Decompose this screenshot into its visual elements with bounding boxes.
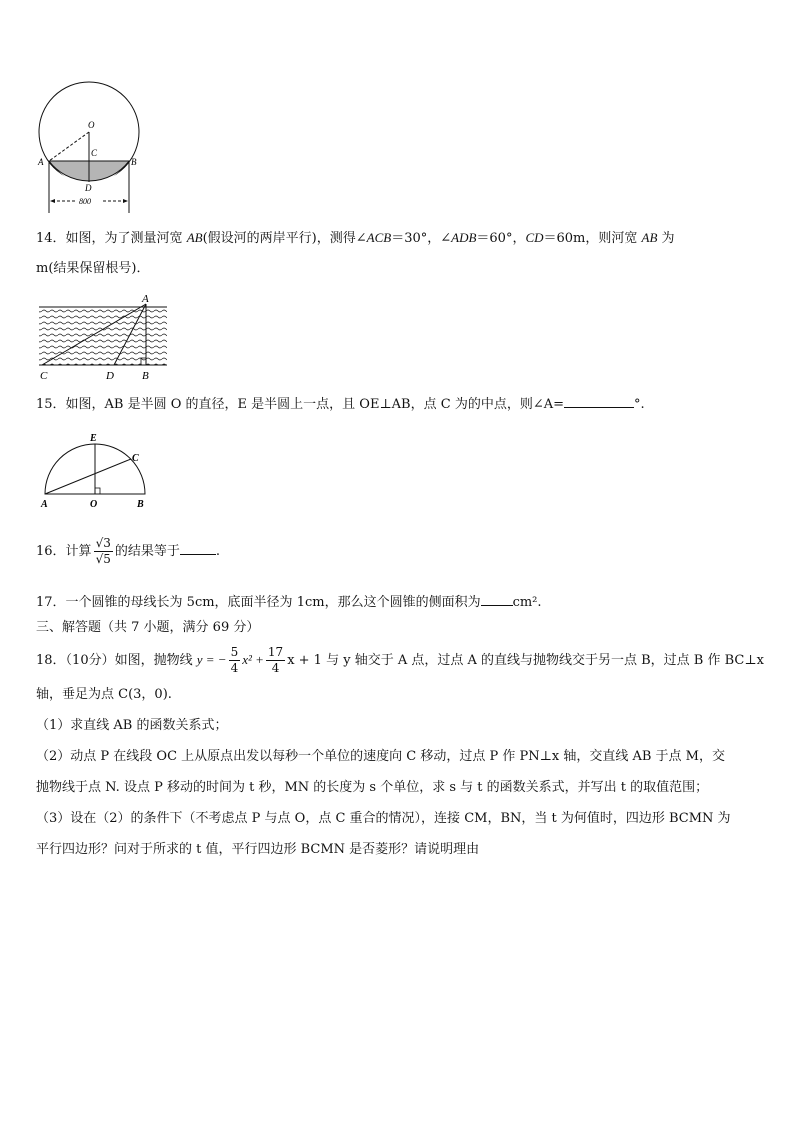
q15-line1: 15．如图，AB 是半圆 O 的直径，E 是半圆上一点，且 OE⊥AB，点 C 为的中点，则∠A= °.: [36, 397, 645, 412]
q18-part1: （1）求直线 AB 的函数关系式；: [36, 718, 228, 733]
q18-part3-line1: （3）设在（2）的条件下（不考虑点 P 与点 O，点 C 重合的情况），连接 CM，BN，当 t 为何值时，四边形 BCMN 为: [36, 811, 731, 826]
label-o: O: [90, 499, 98, 510]
label-d: D: [106, 370, 114, 382]
label-c: C: [91, 148, 98, 158]
label-b: B: [142, 370, 149, 382]
fraction: $\frac{√3}{√5}$: [95, 536, 111, 566]
dimension-label: 800: [79, 197, 91, 206]
q14-line1: 14．如图，为了测量河宽 AB(假设河的两岸平行)，测得∠ACB＝30°，∠ADB＝60°，CD＝60m，则河宽 AB 为: [36, 230, 675, 246]
figure-semicircle: [38, 430, 153, 510]
label-b: B: [137, 499, 144, 510]
label-a: A: [41, 499, 48, 510]
label-b: B: [131, 157, 137, 167]
label-o: O: [88, 120, 95, 130]
q14-line2: m(结果保留根号)．: [36, 261, 150, 276]
label-e: E: [90, 433, 97, 444]
q17-line: 17．一个圆锥的母线长为 5cm，底面半径为 1cm，那么这个圆锥的侧面积为 cm².: [36, 595, 542, 610]
section-title: 三、解答题（共 7 小题，满分 69 分）: [36, 620, 260, 635]
q18-line1: 18．（10分）如图，抛物线 y = − $\frac{5}{4}$ x² + $\frac{17}{4}$ x + 1 与 y 轴交于 A 点，过点 A 的直线与抛物线交于另一点 B，过点 B 作 BC⊥x: [36, 645, 764, 675]
label-c: C: [40, 370, 48, 382]
label-a: A: [38, 157, 44, 167]
q16-line: 16．计算 $\frac{√3}{√5}$ 的结果等于 .: [36, 536, 220, 566]
q18-part2-line1: （2）动点 P 在线段 OC 上从原点出发以每秒一个单位的速度向 C 移动，过点 P 作 PN⊥x 轴，交直线 AB 于点 M，交: [36, 749, 725, 764]
figure-river: [34, 290, 174, 382]
label-d: D: [85, 183, 92, 193]
label-a: A: [142, 293, 149, 305]
label-c: C: [132, 453, 139, 464]
q18-part2-line2: 抛物线于点 N. 设点 P 移动的时间为 t 秒，MN 的长度为 s 个单位，求 s 与 t 的函数关系式，并写出 t 的取值范围；: [36, 780, 709, 795]
q18-part3-line2: 平行四边形？问对于所求的 t 值，平行四边形 BCMN 是否菱形？请说明理由: [36, 842, 480, 857]
figure-circle-segment: [30, 70, 150, 215]
q18-line2: 轴，垂足为点 C(3，0).: [36, 687, 172, 702]
